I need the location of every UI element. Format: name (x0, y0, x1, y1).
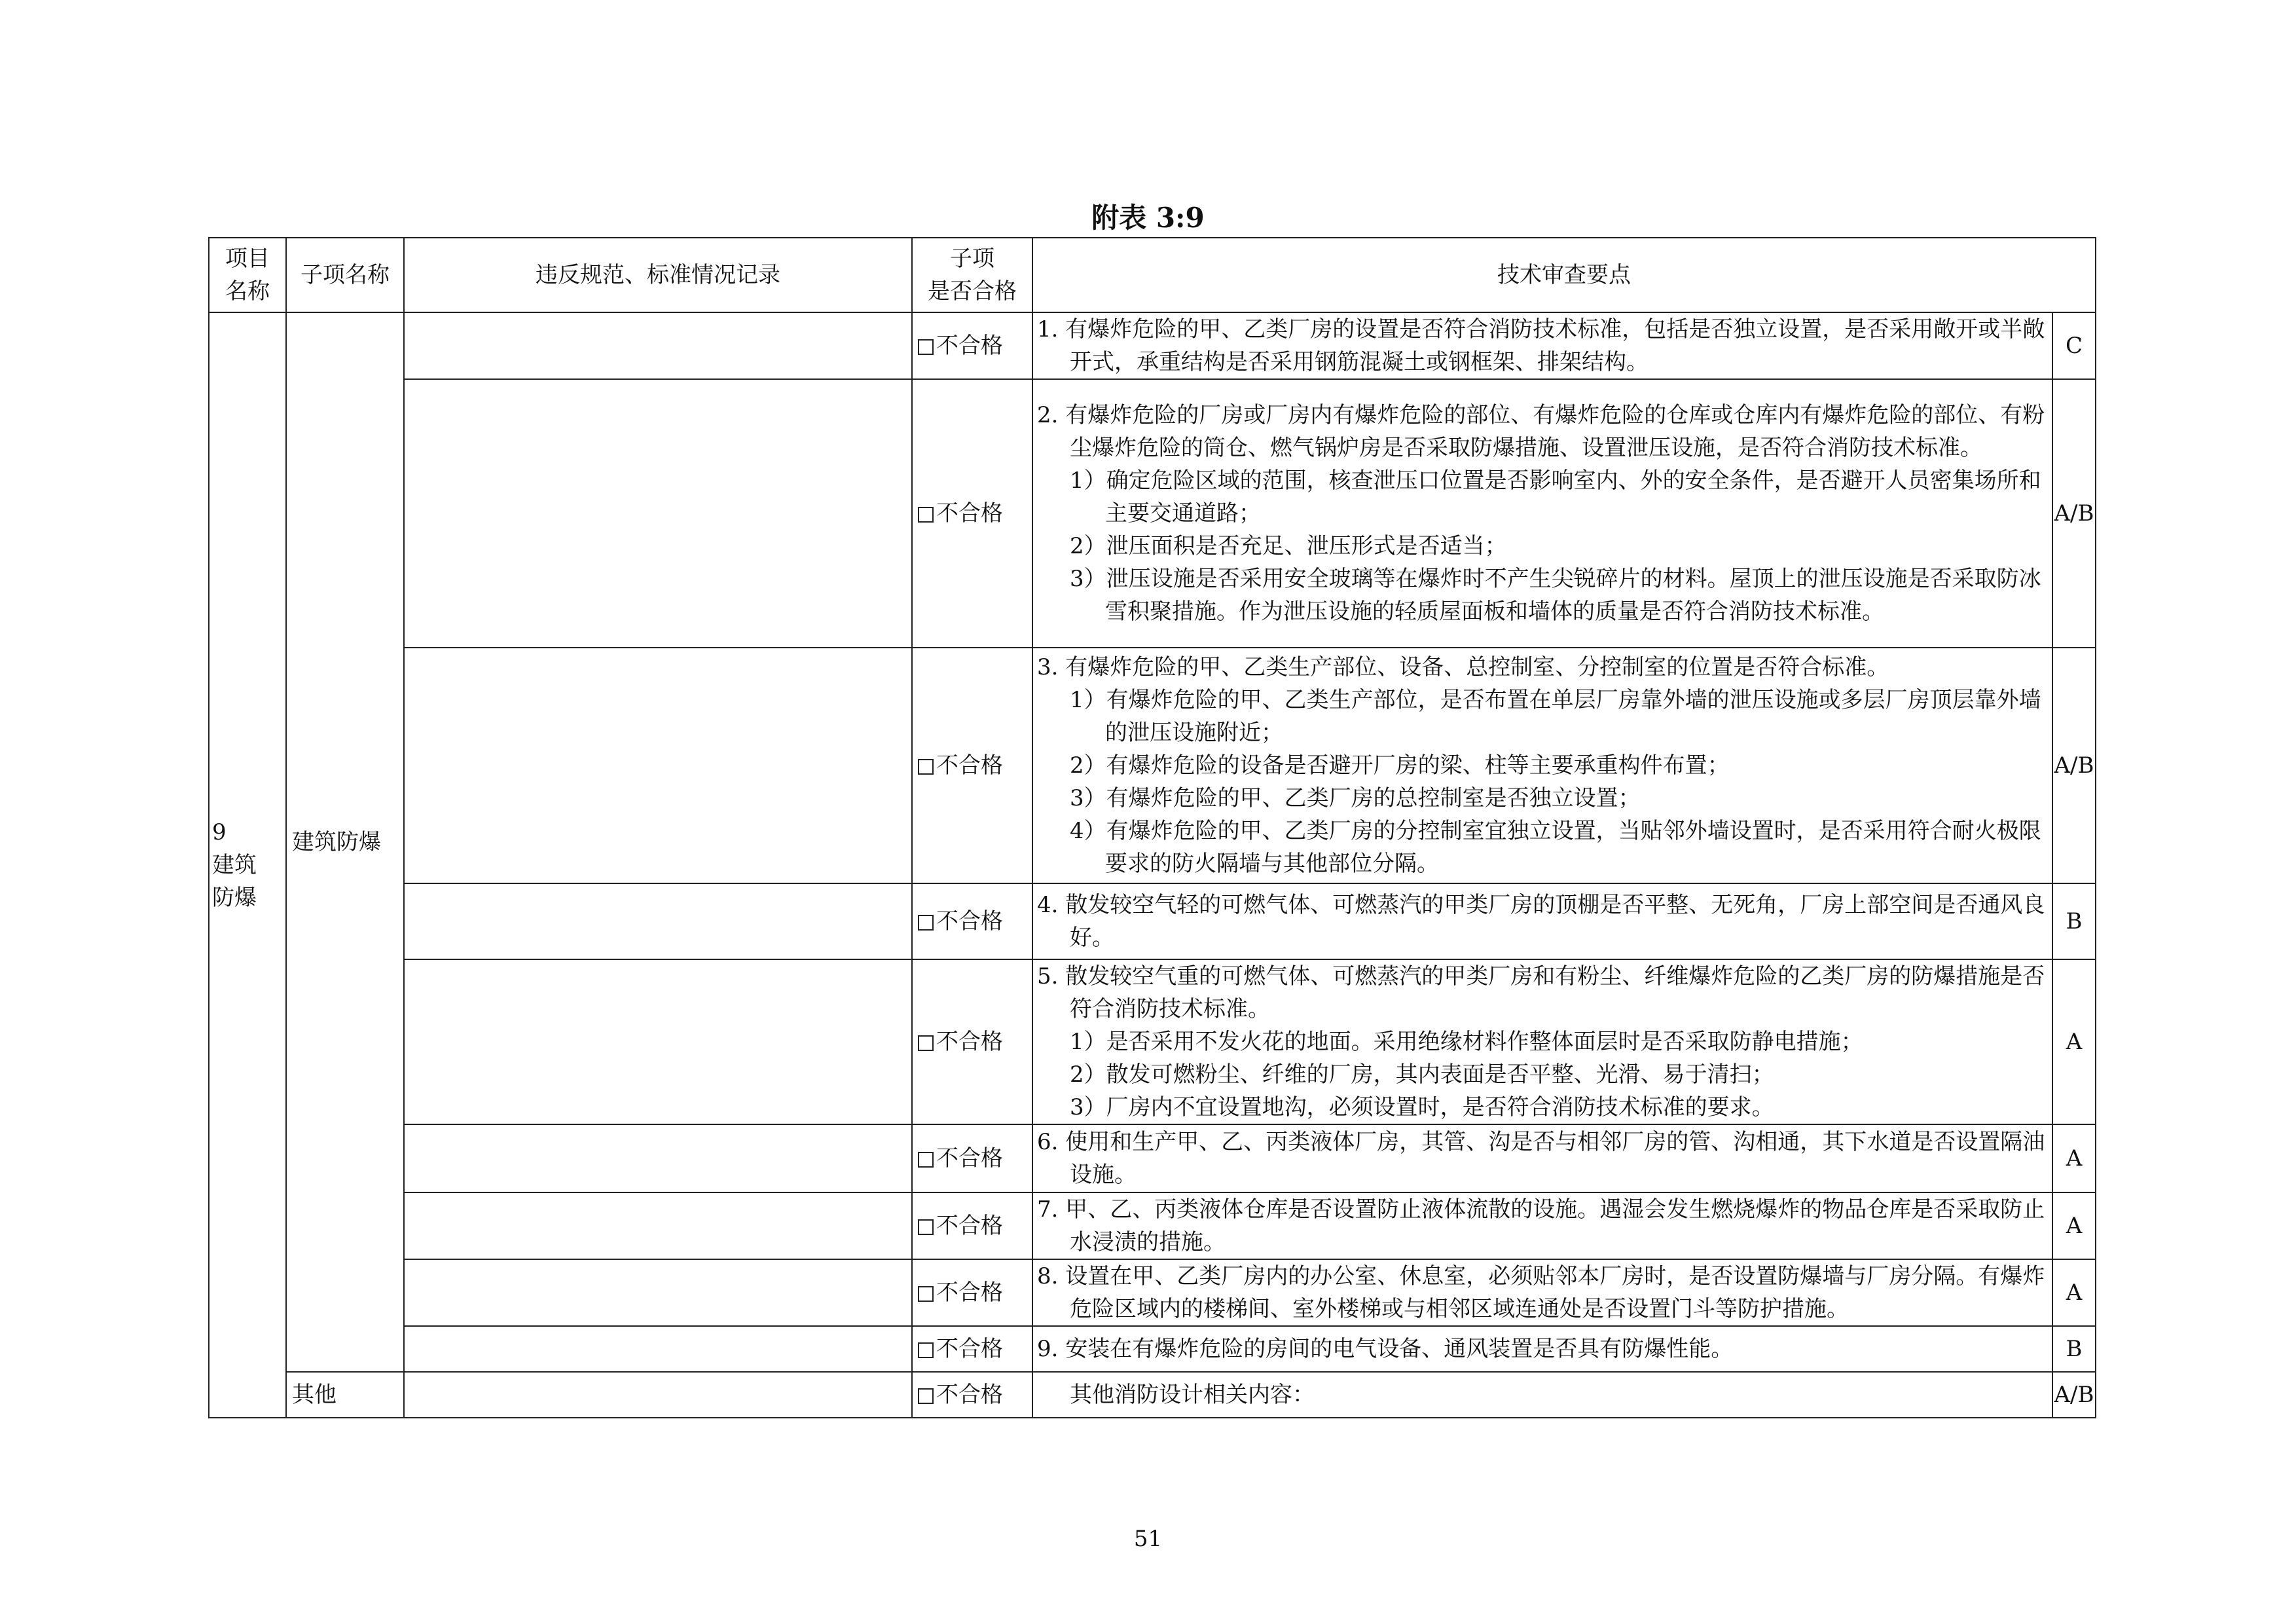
review-point-text: 7. 甲、乙、丙类液体仓库是否设置防止液体流散的设施。遇湿会发生燃烧爆炸的物品仓库是否采取防止水浸渍的措施。 (1037, 1196, 2045, 1255)
review-subpoint-text: 1）是否采用不发火花的地面。采用绝缘材料作整体面层时是否采取防静电措施； (1070, 1029, 1863, 1055)
review-subpoint-text: 1）确定危险区域的范围，核查泄压口位置是否影响室内、外的安全条件，是否避开人员密集场所和主要交通道路； (1070, 468, 2041, 526)
grade-cell: A (2052, 1259, 2096, 1326)
review-subpoint-text: 4）有爆炸危险的甲、乙类厂房的分控制室宜独立设置，当贴邻外墙设置时，是否采用符合耐火极限要求的防火隔墙与其他部位分隔。 (1070, 818, 2041, 877)
qualified-checkbox-cell[interactable] (912, 959, 1032, 1124)
table-row (209, 883, 2096, 959)
review-point-text: 4. 散发较空气轻的可燃气体、可燃蒸汽的甲类厂房的顶棚是否平整、无死角，厂房上部空间是否通风良好。 (1037, 892, 2045, 951)
qualified-checkbox-cell[interactable] (912, 1372, 1032, 1418)
review-point-cell (1032, 883, 2052, 959)
qualified-checkbox-cell[interactable] (912, 1192, 1032, 1259)
violation-record-cell[interactable] (404, 1192, 912, 1259)
review-subpoint-text: 3）有爆炸危险的甲、乙类厂房的总控制室是否独立设置； (1070, 785, 1641, 811)
review-point-text: 9. 安装在有爆炸危险的房间的电气设备、通风装置是否具有防爆性能。 (1037, 1336, 1734, 1362)
table-row (209, 1326, 2096, 1372)
other-content-text: 其他消防设计相关内容： (1070, 1382, 1315, 1408)
review-point-text: 1. 有爆炸危险的甲、乙类厂房的设置是否符合消防技术标准，包括是否独立设置，是否采用敞开或半敞开式，承重结构是否采用钢筋混凝土或钢框架、排架结构。 (1037, 316, 2045, 375)
review-subpoint-text: 2）有爆炸危险的设备是否避开厂房的梁、柱等主要承重构件布置； (1070, 752, 1730, 779)
checkbox-icon[interactable] (918, 339, 934, 355)
grade-cell: A/B (2052, 1372, 2096, 1418)
table-row (209, 1124, 2096, 1192)
review-point-text: 6. 使用和生产甲、乙、丙类液体厂房，其管、沟是否与相邻厂房的管、沟相通，其下水道是否设置隔油设施。 (1037, 1129, 2045, 1188)
review-point-text: 2. 有爆炸危险的厂房或厂房内有爆炸危险的部位、有爆炸危险的仓库或仓库内有爆炸危险的部位、有粉尘爆炸危险的筒仓、燃气锅炉房是否采取防爆措施、设置泄压设施，是否符合消防技术标准。 (1037, 402, 2045, 461)
review-point-cell (1032, 1192, 2052, 1259)
checkbox-label: 不合格 (936, 1213, 1003, 1239)
review-point-text: 3. 有爆炸危险的甲、乙类生产部位、设备、总控制室、分控制室的位置是否符合标准。 (1037, 654, 1889, 680)
checkbox-icon[interactable] (918, 1388, 934, 1404)
violation-record-cell[interactable] (404, 1124, 912, 1192)
grade-cell: A/B (2052, 379, 2096, 648)
qualified-checkbox-cell[interactable] (912, 1124, 1032, 1192)
table-row (209, 312, 2096, 379)
header-review-points: 技术审查要点 (1032, 238, 2096, 312)
grade-cell: A (2052, 1124, 2096, 1192)
review-point-cell (1032, 1372, 2052, 1418)
checkbox-icon[interactable] (918, 1286, 934, 1302)
review-point-cell (1032, 379, 2052, 648)
violation-record-cell[interactable] (404, 312, 912, 379)
violation-record-cell[interactable] (404, 1326, 912, 1372)
review-point-text: 8. 设置在甲、乙类厂房内的办公室、休息室，必须贴邻本厂房时，是否设置防爆墙与厂房分隔。有爆炸危险区域内的楼梯间、室外楼梯或与相邻区域连通处是否设置门斗等防护措施。 (1037, 1263, 2045, 1322)
review-point-cell (1032, 648, 2052, 883)
header-violation-record: 违反规范、标准情况记录 (404, 238, 912, 312)
review-table (208, 237, 2096, 1418)
qualified-checkbox-cell[interactable] (912, 1259, 1032, 1326)
checkbox-label: 不合格 (936, 1029, 1003, 1055)
review-subpoint-text: 2）泄压面积是否充足、泄压形式是否适当； (1070, 533, 1507, 559)
grade-cell: A (2052, 959, 2096, 1124)
violation-record-cell[interactable] (404, 1259, 912, 1326)
review-point-cell (1032, 959, 2052, 1124)
review-subpoint-text: 3）厂房内不宜设置地沟，必须设置时，是否符合消防技术标准的要求。 (1070, 1094, 1774, 1120)
qualified-checkbox-cell[interactable] (912, 648, 1032, 883)
checkbox-label: 不合格 (936, 752, 1003, 779)
checkbox-label: 不合格 (936, 333, 1003, 359)
header-row (209, 238, 2096, 312)
review-point-cell (1032, 312, 2052, 379)
review-table-body (209, 312, 2096, 1418)
review-subpoint-text: 1）有爆炸危险的甲、乙类生产部位，是否布置在单层厂房靠外墙的泄压设施或多层厂房顶层靠外墙的泄压设施附近； (1070, 687, 2041, 746)
review-subpoint-text: 2）散发可燃粉尘、纤维的厂房，其内表面是否平整、光滑、易于清扫； (1070, 1061, 1774, 1088)
qualified-checkbox-cell[interactable] (912, 883, 1032, 959)
violation-record-cell[interactable] (404, 379, 912, 648)
qualified-checkbox-cell[interactable] (912, 312, 1032, 379)
grade-cell: B (2052, 1326, 2096, 1372)
grade-cell: A/B (2052, 648, 2096, 883)
project-name-cell: 9 建筑 防爆 (209, 312, 286, 1418)
violation-record-cell[interactable] (404, 1372, 912, 1418)
table-row (209, 648, 2096, 883)
checkbox-label: 不合格 (936, 908, 1003, 934)
violation-record-cell[interactable] (404, 648, 912, 883)
page-number: 51 (1133, 1526, 1163, 1552)
checkbox-icon[interactable] (918, 1342, 934, 1358)
checkbox-icon[interactable] (918, 1219, 934, 1235)
grade-cell: A (2052, 1192, 2096, 1259)
table-row (209, 959, 2096, 1124)
header-sub-qualified: 子项 是否合格 (912, 238, 1032, 312)
checkbox-icon[interactable] (918, 1035, 934, 1051)
header-sub-name: 子项名称 (286, 238, 404, 312)
table-row (209, 379, 2096, 648)
review-point-cell (1032, 1124, 2052, 1192)
table-row-other (209, 1372, 2096, 1418)
review-point-cell (1032, 1326, 2052, 1372)
qualified-checkbox-cell[interactable] (912, 379, 1032, 648)
review-point-cell (1032, 1259, 2052, 1326)
qualified-checkbox-cell[interactable] (912, 1326, 1032, 1372)
checkbox-label: 不合格 (936, 1382, 1003, 1408)
checkbox-icon[interactable] (918, 759, 934, 775)
grade-cell: B (2052, 883, 2096, 959)
violation-record-cell[interactable] (404, 959, 912, 1124)
review-subpoint-text: 3）泄压设施是否采用安全玻璃等在爆炸时不产生尖锐碎片的材料。屋顶上的泄压设施是否采取防冰雪积聚措施。作为泄压设施的轻质屋面板和墙体的质量是否符合消防技术标准。 (1070, 566, 2041, 625)
sub-item-name-cell: 其他 (286, 1372, 404, 1418)
checkbox-label: 不合格 (936, 1280, 1003, 1306)
page-title: 附表 3:9 (1091, 202, 1205, 234)
grade-cell: C (2052, 312, 2096, 379)
checkbox-label: 不合格 (936, 500, 1003, 526)
checkbox-label: 不合格 (936, 1336, 1003, 1362)
checkbox-label: 不合格 (936, 1145, 1003, 1172)
checkbox-icon[interactable] (918, 915, 934, 931)
checkbox-icon[interactable] (918, 507, 934, 523)
table-row (209, 1259, 2096, 1326)
sub-item-name-cell: 建筑防爆 (286, 312, 404, 1372)
header-project-name: 项目 名称 (209, 238, 286, 312)
violation-record-cell[interactable] (404, 883, 912, 959)
checkbox-icon[interactable] (918, 1152, 934, 1168)
review-point-text: 5. 散发较空气重的可燃气体、可燃蒸汽的甲类厂房和有粉尘、纤维爆炸危险的乙类厂房的防爆措施是否符合消防技术标准。 (1037, 963, 2045, 1022)
table-row (209, 1192, 2096, 1259)
